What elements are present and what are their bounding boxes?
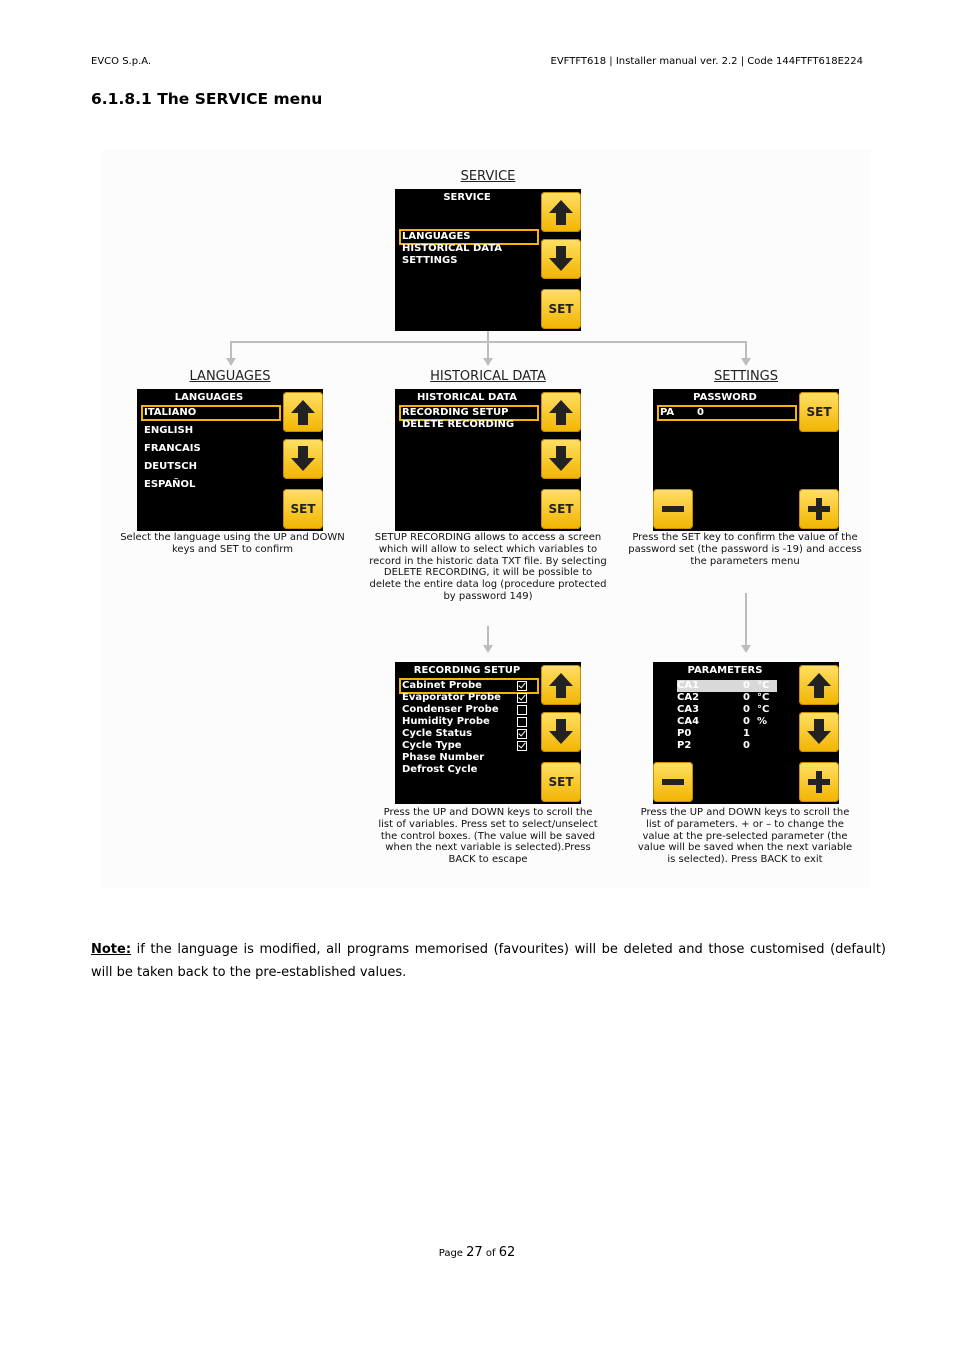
recording-setup-screen bbox=[395, 662, 581, 804]
set-label: SET bbox=[290, 502, 316, 516]
set-label: SET bbox=[806, 405, 832, 419]
parameter-name: CA4 bbox=[677, 716, 700, 727]
variable-label: Phase Number bbox=[402, 752, 485, 763]
page-footer bbox=[0, 1245, 954, 1260]
languages-description: Select the language using the UP and DOWN keys and SET to confirm bbox=[120, 532, 345, 555]
password-field[interactable] bbox=[659, 407, 795, 419]
parameter-value: 0 bbox=[743, 680, 750, 691]
variable-item[interactable] bbox=[401, 740, 537, 752]
language-item[interactable]: ESPAÑOL bbox=[144, 479, 196, 490]
set-button[interactable] bbox=[541, 289, 581, 329]
parameter-value: 0 bbox=[743, 704, 750, 715]
parameter-value: 0 bbox=[743, 740, 750, 751]
menu-item-settings[interactable]: SETTINGS bbox=[402, 255, 458, 266]
languages-screen bbox=[137, 389, 323, 531]
service-caption: SERVICE bbox=[460, 169, 516, 184]
variable-item[interactable] bbox=[401, 704, 537, 716]
up-button[interactable] bbox=[541, 392, 581, 432]
set-label: SET bbox=[548, 302, 574, 316]
checkbox-icon[interactable] bbox=[517, 729, 527, 739]
parameter-row[interactable] bbox=[677, 728, 777, 740]
plus-icon bbox=[807, 770, 831, 794]
historical-caption: HISTORICAL DATA bbox=[430, 369, 546, 384]
connector bbox=[487, 341, 489, 359]
arrow-down-icon bbox=[483, 645, 493, 653]
checkbox-icon[interactable] bbox=[517, 717, 527, 727]
language-item[interactable]: ENGLISH bbox=[144, 425, 194, 436]
language-item[interactable]: FRANCAIS bbox=[144, 443, 201, 454]
set-label: SET bbox=[548, 502, 574, 516]
page-total: 62 bbox=[498, 1245, 516, 1260]
screen-title: RECORDING SETUP bbox=[413, 665, 521, 676]
checkbox-icon[interactable] bbox=[517, 693, 527, 703]
menu-item-recording-setup[interactable]: RECORDING SETUP bbox=[401, 407, 537, 419]
variable-label: Defrost Cycle bbox=[402, 764, 478, 775]
menu-item-languages[interactable]: LANGUAGES bbox=[401, 231, 537, 243]
variable-label: Condenser Probe bbox=[402, 704, 499, 715]
parameter-name: CA2 bbox=[677, 692, 700, 703]
variable-label: Humidity Probe bbox=[402, 716, 490, 727]
arrow-down-icon bbox=[741, 358, 751, 366]
parameter-name: P0 bbox=[677, 728, 692, 739]
arrow-up-icon bbox=[548, 198, 574, 226]
password-value: 0 bbox=[697, 407, 704, 418]
arrow-down-icon bbox=[548, 245, 574, 273]
parameters-description: Press the UP and DOWN keys to scroll the list of parameters. + or – to change the value at the pre-selected parameter (the value will be saved when the next variable is selected). Press BACK to exit bbox=[637, 807, 853, 866]
minus-icon bbox=[661, 770, 685, 794]
page-word: Page bbox=[438, 1248, 463, 1259]
note-label: Note: bbox=[91, 942, 132, 957]
connector bbox=[745, 341, 747, 359]
language-item[interactable]: DEUTSCH bbox=[144, 461, 197, 472]
parameter-row[interactable] bbox=[677, 740, 777, 752]
arrow-up-icon bbox=[548, 671, 574, 699]
plus-button[interactable] bbox=[799, 489, 839, 529]
service-screen bbox=[395, 189, 581, 331]
languages-caption: LANGUAGES bbox=[189, 369, 271, 384]
variable-label: Cycle Status bbox=[402, 728, 473, 739]
parameters-screen bbox=[653, 662, 839, 804]
parameter-value: 1 bbox=[743, 728, 750, 739]
parameter-row[interactable] bbox=[677, 692, 777, 704]
section-title: 6.1.8.1 The SERVICE menu bbox=[91, 90, 323, 108]
language-item[interactable]: ITALIANO bbox=[143, 407, 279, 419]
set-label: SET bbox=[548, 775, 574, 789]
arrow-up-icon bbox=[806, 671, 832, 699]
parameter-unit: °C bbox=[757, 692, 770, 703]
minus-icon bbox=[661, 497, 685, 521]
down-button[interactable] bbox=[283, 439, 323, 479]
variable-label: Cycle Type bbox=[402, 740, 462, 751]
parameter-unit: °C bbox=[757, 704, 770, 715]
arrow-up-icon bbox=[548, 398, 574, 426]
parameter-row[interactable] bbox=[677, 704, 777, 716]
variable-item[interactable] bbox=[401, 692, 537, 704]
header-company: EVCO S.p.A. bbox=[91, 56, 152, 67]
variable-label: Cabinet Probe bbox=[402, 680, 482, 691]
arrow-down-icon bbox=[290, 445, 316, 473]
minus-button[interactable] bbox=[653, 489, 693, 529]
page-number: 27 bbox=[466, 1245, 483, 1260]
arrow-down-icon bbox=[741, 645, 751, 653]
of-word: of bbox=[485, 1248, 496, 1259]
up-button[interactable] bbox=[283, 392, 323, 432]
settings-description: Press the SET key to confirm the value of the password set (the password is -19) and access the parameters menu bbox=[628, 532, 862, 567]
plus-button[interactable] bbox=[799, 762, 839, 802]
arrow-down-icon bbox=[806, 718, 832, 746]
set-button[interactable] bbox=[541, 762, 581, 802]
connector bbox=[230, 341, 232, 359]
screen-title: LANGUAGES bbox=[174, 392, 244, 403]
set-button[interactable] bbox=[799, 392, 839, 432]
minus-button[interactable] bbox=[653, 762, 693, 802]
screen-title: PARAMETERS bbox=[687, 665, 763, 676]
parameter-value: 0 bbox=[743, 692, 750, 703]
parameter-name: P2 bbox=[677, 740, 692, 751]
arrow-down-icon bbox=[548, 718, 574, 746]
password-screen bbox=[653, 389, 839, 531]
historical-screen bbox=[395, 389, 581, 531]
recording-description: Press the UP and DOWN keys to scroll the list of variables. Press set to select/unselect the control boxes. (The value will be saved when the next variable is selected).Press BACK to escape bbox=[378, 807, 598, 866]
set-button[interactable] bbox=[283, 489, 323, 529]
up-button[interactable] bbox=[799, 665, 839, 705]
variable-item[interactable] bbox=[401, 764, 537, 776]
up-button[interactable] bbox=[541, 192, 581, 232]
arrow-down-icon bbox=[548, 445, 574, 473]
checkbox-icon[interactable] bbox=[517, 741, 527, 751]
parameter-name: CA3 bbox=[677, 704, 700, 715]
note-text: if the language is modified, all programs memorised (favourites) will be deleted and those customised (default) will be taken back to the pre-established values. bbox=[91, 942, 886, 980]
header-doc-info: EVFTFT618 | Installer manual ver. 2.2 | Code 144FTFT618E224 bbox=[550, 56, 863, 67]
plus-icon bbox=[807, 497, 831, 521]
variable-label: Evaporator Probe bbox=[402, 692, 501, 703]
up-button[interactable] bbox=[541, 665, 581, 705]
checkbox-icon[interactable] bbox=[517, 705, 527, 715]
checkbox-icon[interactable] bbox=[517, 681, 527, 691]
down-button[interactable] bbox=[541, 712, 581, 752]
menu-item-delete-recording[interactable]: DELETE RECORDING bbox=[402, 419, 515, 430]
variable-item[interactable] bbox=[401, 680, 537, 692]
screen-title: HISTORICAL DATA bbox=[416, 392, 517, 403]
screen-title: PASSWORD bbox=[693, 392, 757, 403]
down-button[interactable] bbox=[799, 712, 839, 752]
down-button[interactable] bbox=[541, 439, 581, 479]
settings-caption: SETTINGS bbox=[713, 369, 778, 384]
parameter-unit: °C bbox=[757, 680, 770, 691]
parameter-value: 0 bbox=[743, 716, 750, 727]
set-button[interactable] bbox=[541, 489, 581, 529]
variable-item[interactable] bbox=[401, 752, 537, 764]
parameter-unit: % bbox=[757, 716, 768, 727]
parameter-row[interactable] bbox=[677, 680, 777, 692]
menu-item-historical-data[interactable]: HISTORICAL DATA bbox=[402, 243, 503, 254]
variable-item[interactable] bbox=[401, 728, 537, 740]
variable-item[interactable] bbox=[401, 716, 537, 728]
connector bbox=[745, 593, 747, 646]
parameter-name: CA1 bbox=[677, 680, 700, 691]
arrow-down-icon bbox=[483, 358, 493, 366]
note-paragraph bbox=[91, 938, 886, 984]
arrow-up-icon bbox=[290, 398, 316, 426]
arrow-down-icon bbox=[226, 358, 236, 366]
password-label: PA bbox=[660, 407, 675, 418]
historical-description: SETUP RECORDING allows to access a screen which will allow to select which variables to record in the historic data TXT file. By selecting DELETE RECORDING, it will be possible to delete the entire data log (procedure protected by password 149) bbox=[369, 532, 607, 602]
connector bbox=[487, 626, 489, 646]
parameter-row[interactable] bbox=[677, 716, 777, 728]
screen-title: SERVICE bbox=[443, 192, 491, 203]
down-button[interactable] bbox=[541, 239, 581, 279]
